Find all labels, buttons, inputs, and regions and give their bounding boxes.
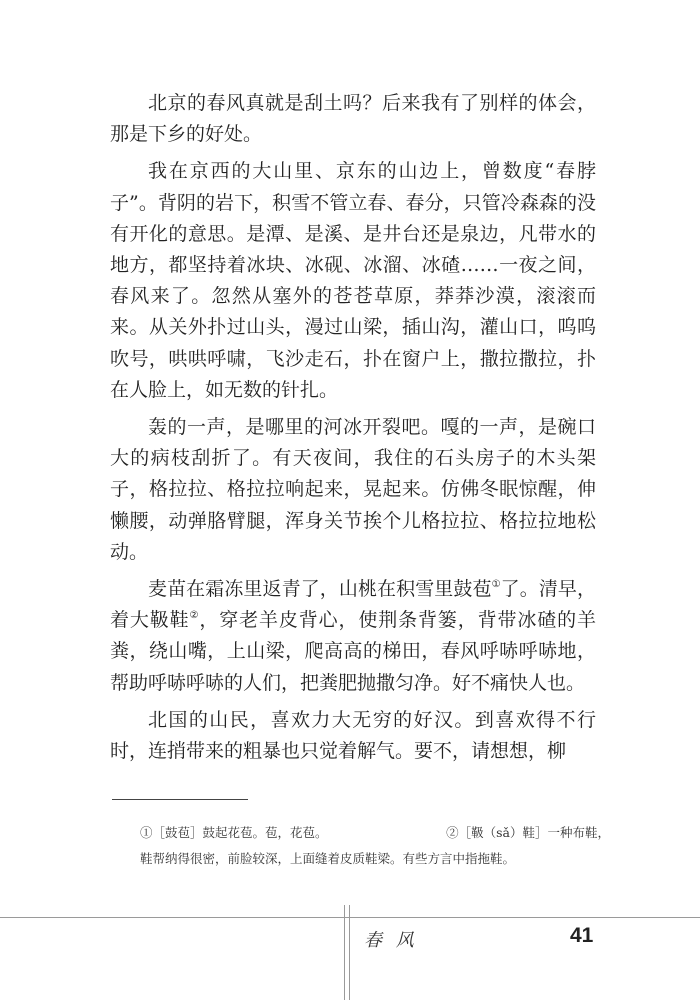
footer-rule	[0, 917, 700, 918]
paragraph-1: 北京的春风真就是刮土吗？后来我有了别样的体会，那是下乡的好处。	[110, 92, 596, 146]
footer-divider-left	[344, 905, 345, 1000]
paragraph-4-part-1: 麦苗在霜冻里返青了，山桃在积雪里鼓苞	[148, 578, 492, 601]
footnote-row-1	[140, 820, 610, 846]
paragraph-5: 北国的山民，喜欢力大无穷的好汉。到喜欢得不行时，连捎带来的粗暴也只觉着解气。要不，请想想，柳	[110, 708, 596, 763]
footnote-2-start: ②［靸（sǎ）鞋］一种布鞋，	[446, 825, 610, 840]
main-text	[110, 88, 596, 767]
running-title: 春 风	[364, 930, 418, 951]
footnotes	[140, 820, 610, 872]
footer-divider-right	[349, 905, 350, 1000]
footnote-separator	[112, 799, 248, 800]
paragraph-4-part-2: 了。清早，着大靸鞋	[110, 578, 596, 632]
footnote-1: ①［鼓苞］鼓起花苞。苞，花苞。	[140, 825, 328, 840]
page-number: 41	[570, 924, 594, 947]
footnote-row-2	[140, 846, 610, 872]
paragraph-4	[110, 574, 596, 699]
paragraph-3: 轰的一声，是哪里的河冰开裂吧。嘎的一声，是碗口大的病枝刮折了。有天夜间，我住的石头房子的木头架子，格拉拉、格拉拉响起来，晃起来。仿佛冬眠惊醒，伸懒腰，动弹胳臂腿，浑身关节挨个儿格拉拉、格拉拉地松动。	[110, 416, 596, 563]
paragraph-4-part-3: ，穿老羊皮背心，使荆条背篓，背带冰碴的羊粪，绕山嘴，上山梁，爬高高的梯田，春风呼哧呼哧地，帮助呼哧呼哧的人们，把粪肥抛撒匀净。好不痛快人也。	[110, 609, 596, 694]
footnote-mark-2: ②	[189, 610, 200, 622]
footnote-mark-1: ①	[491, 579, 501, 591]
paragraph-2: 我在京西的大山里、京东的山边上，曾数度“春脖子”。背阴的岩下，积雪不管立春、春分，只管冷森森的没有开化的意思。是潭、是溪、是井台还是泉边，凡带水的地方，都坚持着冰块、冰砚、冰溜、冰碴……一夜之间，春风来了。忽然从塞外的苍苍草原，莽莽沙漠，滚滚而来。从关外扑过山头，漫过山梁，插山沟，灌山口，呜呜吹号，哄哄呼啸，飞沙走石，扑在窗户上，撒拉撒拉，扑在人脸上，如无数的针扎。	[110, 160, 596, 401]
footnote-2-continued: 鞋帮纳得很密，前脸较深，上面缝着皮质鞋梁。有些方言中指拖鞋。	[140, 851, 516, 866]
